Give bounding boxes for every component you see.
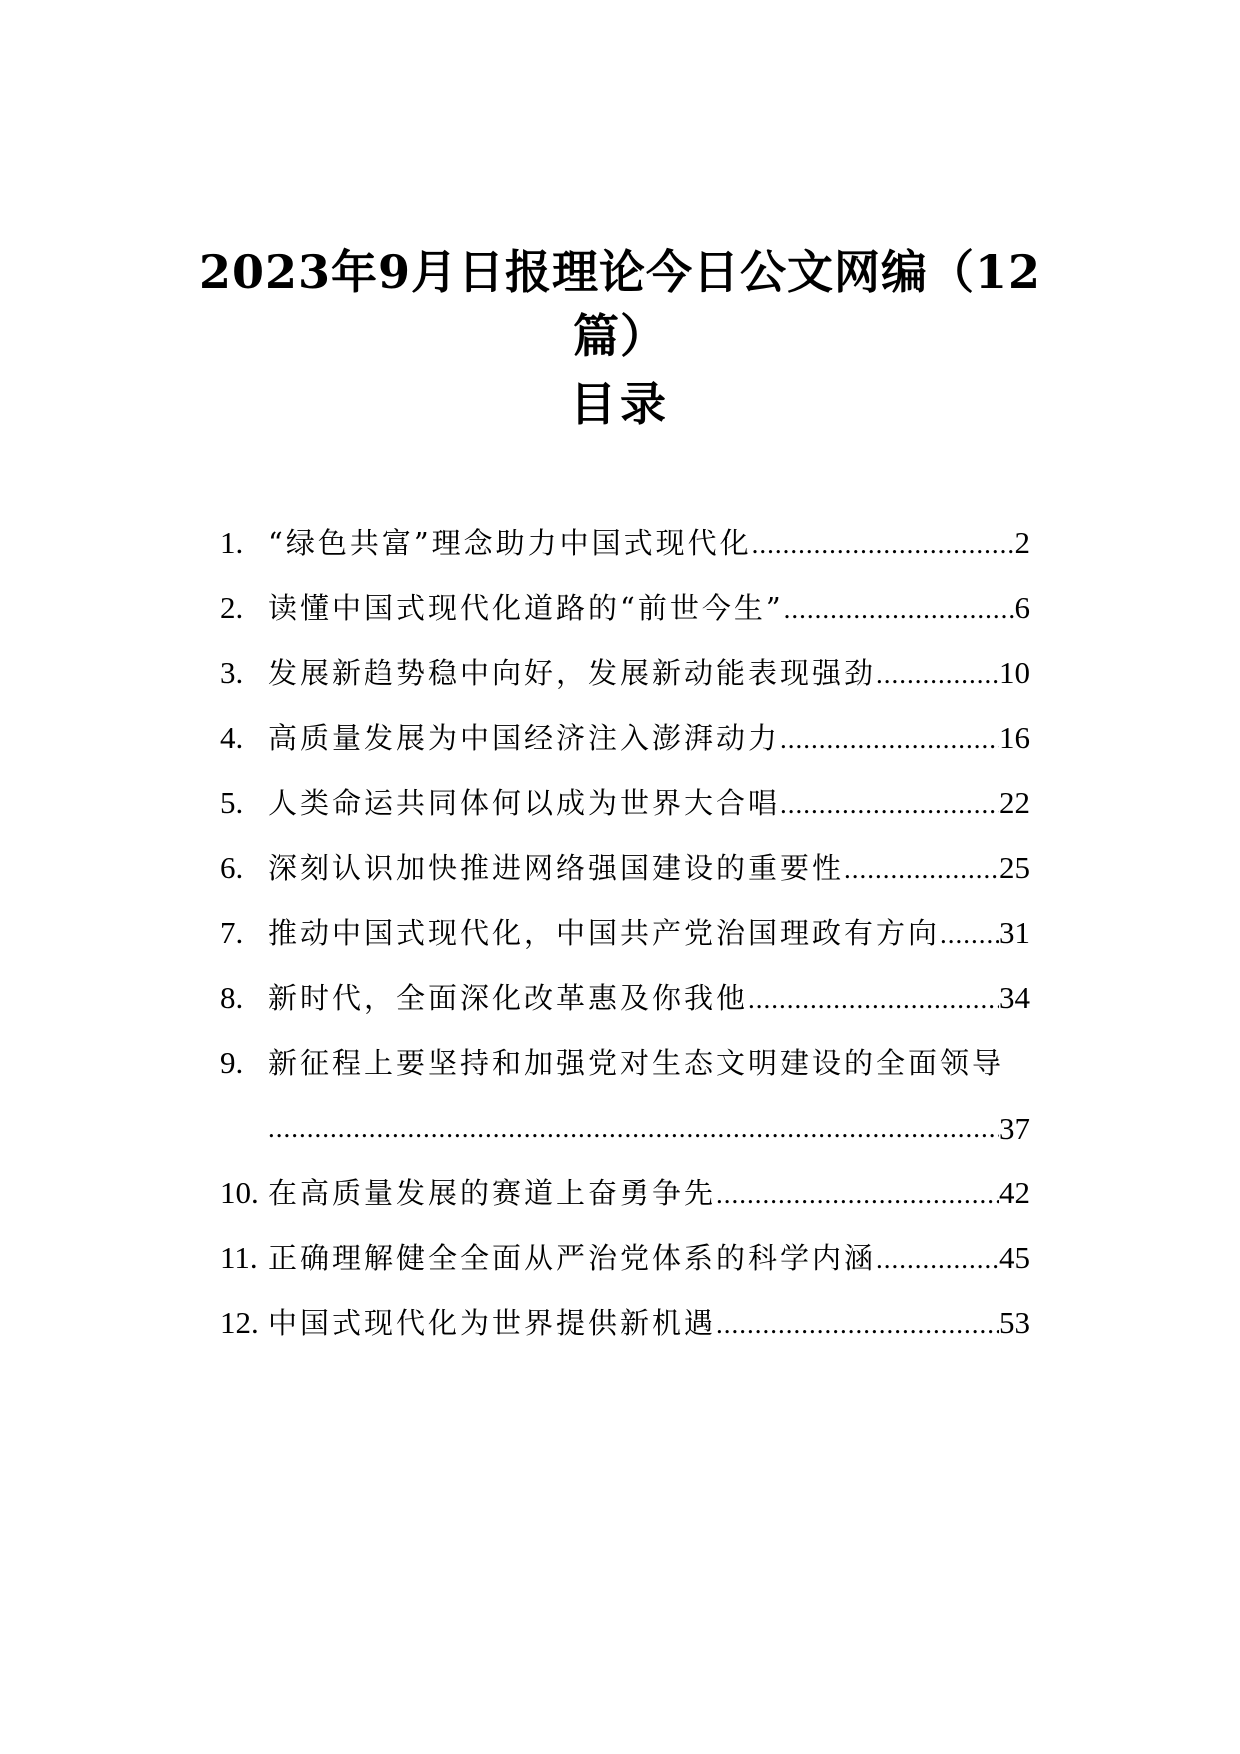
toc-entry[interactable] (220, 1030, 1030, 1160)
document-title: 2023年9月日报理论今日公文网编（12篇） (198, 245, 1042, 363)
table-of-contents (220, 510, 1030, 1355)
toc-entry-page[interactable]: 34 (999, 980, 1030, 1015)
toc-entry-title[interactable]: 推动中国式现代化，中国共产党治国理政有方向 (268, 916, 941, 950)
toc-heading: 目录 (570, 377, 670, 431)
toc-entry-title[interactable]: 高质量发展为中国经济注入澎湃动力 (268, 721, 781, 755)
toc-entry-title[interactable]: 新征程上要坚持和加强党对生态文明建设的全面领导 (268, 1046, 1005, 1080)
dot-leader (748, 967, 999, 1032)
toc-entry-number: 3. (220, 655, 244, 690)
toc-entry[interactable] (220, 1160, 1030, 1225)
toc-entry-page[interactable]: 45 (999, 1240, 1030, 1275)
toc-entry-title[interactable]: 发展新趋势稳中向好，发展新动能表现强劲 (268, 656, 877, 690)
toc-entry-page[interactable]: 16 (999, 720, 1030, 755)
toc-entry[interactable] (220, 835, 1030, 900)
toc-entry-title[interactable]: 新时代，全面深化改革惠及你我他 (268, 981, 749, 1015)
title-block (180, 240, 1060, 436)
toc-entry-number: 10. (220, 1175, 259, 1210)
toc-entry-number: 5. (220, 785, 244, 820)
toc-entry-number: 7. (220, 915, 244, 950)
dot-leader (876, 642, 999, 707)
toc-entry[interactable] (220, 1225, 1030, 1290)
dot-leader (716, 1162, 999, 1227)
toc-entry[interactable] (220, 510, 1030, 575)
toc-entry-page[interactable]: 25 (999, 850, 1030, 885)
toc-entry-title[interactable]: “绿色共富”理念助力中国式现代化 (268, 526, 752, 560)
toc-entry-page[interactable]: 22 (999, 785, 1030, 820)
toc-entry[interactable] (220, 640, 1030, 705)
toc-entry[interactable] (220, 965, 1030, 1030)
dot-leader (844, 837, 999, 902)
dot-leader (940, 902, 999, 967)
toc-entry-title[interactable]: 人类命运共同体何以成为世界大合唱 (268, 786, 781, 820)
toc-entry-number: 11. (220, 1240, 258, 1275)
toc-entry-page[interactable]: 10 (999, 655, 1030, 690)
dot-leader (780, 772, 999, 837)
toc-entry-number: 2. (220, 590, 244, 625)
toc-entry-number: 4. (220, 720, 244, 755)
toc-entry[interactable] (220, 770, 1030, 835)
toc-entry-title[interactable]: 在高质量发展的赛道上奋勇争先 (268, 1176, 717, 1210)
toc-entry-page[interactable]: 6 (1014, 590, 1030, 625)
toc-entry-page[interactable]: 42 (999, 1175, 1030, 1210)
toc-entry-page[interactable]: 31 (999, 915, 1030, 950)
toc-entry-number: 8. (220, 980, 244, 1015)
dot-leader (716, 1292, 999, 1357)
toc-entry-title[interactable]: 正确理解健全全面从严治党体系的科学内涵 (268, 1241, 877, 1275)
toc-entry-continuation (268, 1096, 1030, 1161)
dot-leader (752, 512, 1015, 577)
dot-leader (784, 577, 1015, 642)
toc-entry[interactable] (220, 1290, 1030, 1355)
toc-entry-title[interactable]: 中国式现代化为世界提供新机遇 (268, 1306, 717, 1340)
toc-entry-number: 12. (220, 1305, 259, 1340)
toc-entry[interactable] (220, 575, 1030, 640)
toc-entry-title[interactable]: 深刻认识加快推进网络强国建设的重要性 (268, 851, 845, 885)
toc-entry-number: 9. (220, 1045, 244, 1080)
toc-entry-title[interactable]: 读懂中国式现代化道路的“前世今生” (268, 591, 784, 625)
toc-entry-page[interactable]: 37 (999, 1111, 1030, 1146)
toc-entry[interactable] (220, 900, 1030, 965)
dot-leader (876, 1227, 999, 1292)
dot-leader (268, 1096, 999, 1161)
toc-entry-number: 6. (220, 850, 244, 885)
toc-entry-number: 1. (220, 525, 244, 560)
toc-entry-page[interactable]: 2 (1014, 525, 1030, 560)
dot-leader (780, 707, 999, 772)
toc-entry[interactable] (220, 705, 1030, 770)
toc-entry-page[interactable]: 53 (999, 1305, 1030, 1340)
